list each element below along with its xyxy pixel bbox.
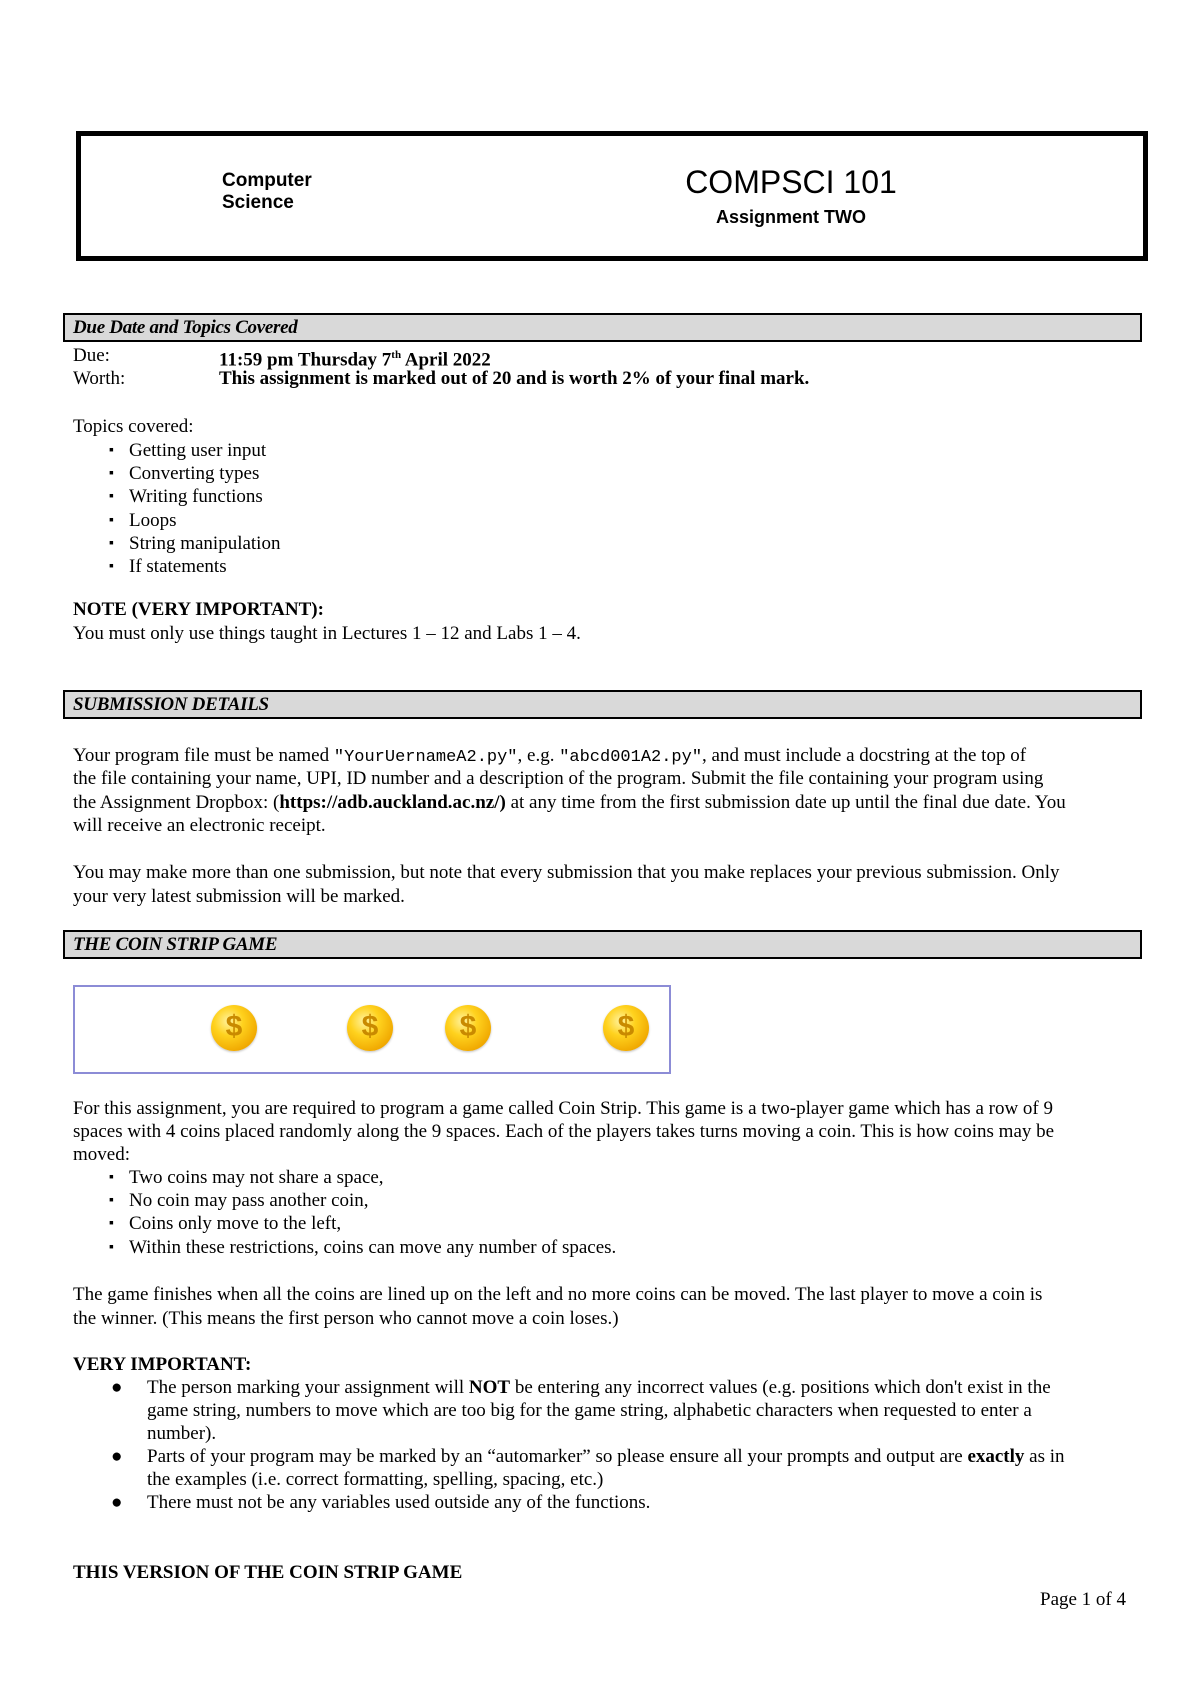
very-important-title: VERY IMPORTANT: <box>73 1354 252 1375</box>
coin-icon <box>445 1005 491 1051</box>
header-box <box>76 131 1148 261</box>
finish-line-1: The game finishes when all the coins are lined up on the left and no more coins can be moved. The last player to move a coin is <box>73 1284 1043 1305</box>
worth-value: This assignment is marked out of 20 and is worth 2% of your final mark. <box>219 368 810 389</box>
submission-para-1-line-4: will receive an electronic receipt. <box>73 815 326 836</box>
very-important-list <box>111 1376 1065 1514</box>
dept-line-1: Computer <box>222 170 312 191</box>
coin-icon <box>347 1005 393 1051</box>
text-span: as in <box>1024 1446 1065 1467</box>
intro-line-1: For this assignment, you are required to program a game called Coin Strip. This game is a two-player game which has a row of 9 <box>73 1098 1054 1119</box>
version-title: THIS VERSION OF THE COIN STRIP GAME <box>73 1562 463 1583</box>
list-item: ● Parts of your program may be marked by an “automarker” so please ensure all your prompts and output are exactly as in the examples (i.e. correct formatting, spelling, spacing, etc.) <box>111 1446 1065 1490</box>
section-bar-due-date <box>63 313 1142 342</box>
text-span: , and must include a docstring at the top of <box>702 745 1027 766</box>
submission-para-1-line-2: the file containing your name, UPI, ID number and a description of the program. Submit the file containing your program using <box>73 768 1044 789</box>
section-title: THE COIN STRIP GAME <box>73 934 278 955</box>
emphasis: NOT <box>468 1377 511 1398</box>
dollar-icon: $ <box>225 1010 243 1043</box>
text-span: the Assignment Dropbox: ( <box>73 792 280 813</box>
assignment-title: Assignment TWO <box>715 207 866 227</box>
list-item: ▪ Two coins may not share a space, <box>109 1167 384 1188</box>
text-line: game string, numbers to move which are too big for the game string, alphabetic characters when requested to enter a <box>147 1400 1032 1421</box>
due-date-month: April 2022 <box>401 349 491 371</box>
rule-text: Within these restrictions, coins can move any number of spaces. <box>129 1236 617 1258</box>
text-line: number). <box>147 1423 217 1444</box>
list-item: ▪ String manipulation <box>109 532 281 554</box>
text-span: Parts of your program may be marked by an “automarker” so please ensure all your prompts and output are <box>147 1446 968 1467</box>
text-line: There must not be any variables used outside any of the functions. <box>147 1492 651 1513</box>
list-item: ● The person marking your assignment will NOT be entering any incorrect values (e.g. positions which don't exist in the game string, numbers to move which are too big for the game string, alphabetic characters when requested to enter a number). <box>147 1376 1065 1445</box>
submission-para-2-line-2: your very latest submission will be marked. <box>73 886 405 907</box>
text-span: Your program file must be named <box>73 745 334 766</box>
dollar-icon: $ <box>361 1010 379 1043</box>
intro-line-3: moved: <box>73 1144 130 1165</box>
text-span: at any time from the first submission date up until the final due date. You <box>505 792 1066 813</box>
dept-line-2: Science <box>222 192 294 213</box>
worth-label: Worth: <box>73 368 126 389</box>
topic-text: Converting types <box>129 463 260 485</box>
dollar-icon: $ <box>459 1010 477 1043</box>
due-date-suffix: th <box>391 349 402 361</box>
list-item: ▪ Writing functions <box>109 486 263 508</box>
list-item: ▪ If statements <box>109 556 227 578</box>
topic-text: Writing functions <box>129 486 263 508</box>
rule-text: No coin may pass another coin, <box>129 1190 369 1212</box>
due-label: Due: <box>73 345 110 366</box>
rules-list <box>109 1166 617 1259</box>
list-item: ▪ Converting types <box>109 463 260 485</box>
list-item: ▪ Within these restrictions, coins can move any number of spaces. <box>109 1236 617 1258</box>
topics-list <box>109 439 281 578</box>
note-text: You must only use things taught in Lectures 1 – 12 and Labs 1 – 4. <box>73 623 581 644</box>
filename-example-code: "abcd001A2.py" <box>559 748 703 767</box>
due-date-text: 11:59 pm Thursday 7 <box>219 349 392 371</box>
dollar-icon: $ <box>617 1010 635 1043</box>
finish-line-2: the winner. (This means the first person who cannot move a coin loses.) <box>73 1308 619 1329</box>
intro-line-2: spaces with 4 coins placed randomly along the 9 spaces. Each of the players takes turns moving a coin. This is how coins may be <box>73 1121 1055 1142</box>
topic-text: Getting user input <box>129 440 267 461</box>
note-title: NOTE (VERY IMPORTANT): <box>73 599 324 620</box>
list-item: ▪ No coin may pass another coin, <box>109 1190 369 1212</box>
submission-para-1-line-3 <box>73 791 1066 814</box>
submission-para-1-line-1 <box>73 744 1026 769</box>
list-item: ● There must not be any variables used outside any of the functions. <box>147 1491 1065 1514</box>
topic-text: Loops <box>129 509 177 531</box>
rule-text: Two coins may not share a space, <box>129 1167 384 1188</box>
coin-strip-figure <box>73 985 671 1074</box>
department-name <box>222 170 312 214</box>
topic-text: If statements <box>129 556 227 578</box>
text-span: be entering any incorrect values (e.g. positions which don't exist in the <box>510 1377 1051 1398</box>
list-item: ▪ Coins only move to the left, <box>109 1213 342 1235</box>
text-span: The person marking your assignment will <box>147 1377 469 1398</box>
filename-code: "YourUernameA2.py" <box>333 748 518 767</box>
submission-para-2-line-1: You may make more than one submission, but note that every submission that you make replaces your previous submission. Only <box>73 862 1060 883</box>
coin-icon <box>603 1005 649 1051</box>
emphasis: exactly <box>967 1446 1025 1467</box>
rule-text: Coins only move to the left, <box>129 1213 342 1235</box>
course-code: COMPSCI 101 <box>685 164 897 200</box>
text-line: the examples (i.e. correct formatting, spelling, spacing, etc.) <box>147 1469 604 1490</box>
list-item: ▪ Getting user input <box>109 440 267 461</box>
coin-icon <box>211 1005 257 1051</box>
section-bar-coin-strip <box>63 930 1142 959</box>
section-title: Due Date and Topics Covered <box>73 317 298 338</box>
text-span: , e.g. <box>517 745 560 766</box>
list-item: ▪ Loops <box>109 509 177 531</box>
topic-text: String manipulation <box>129 532 281 554</box>
section-bar-submission <box>63 690 1142 719</box>
page-number: Page 1 of 4 <box>1040 1589 1127 1610</box>
dropbox-link[interactable]: https://adb.auckland.ac.nz/) <box>279 792 506 813</box>
topics-label: Topics covered: <box>73 416 194 437</box>
section-title: SUBMISSION DETAILS <box>73 694 269 715</box>
